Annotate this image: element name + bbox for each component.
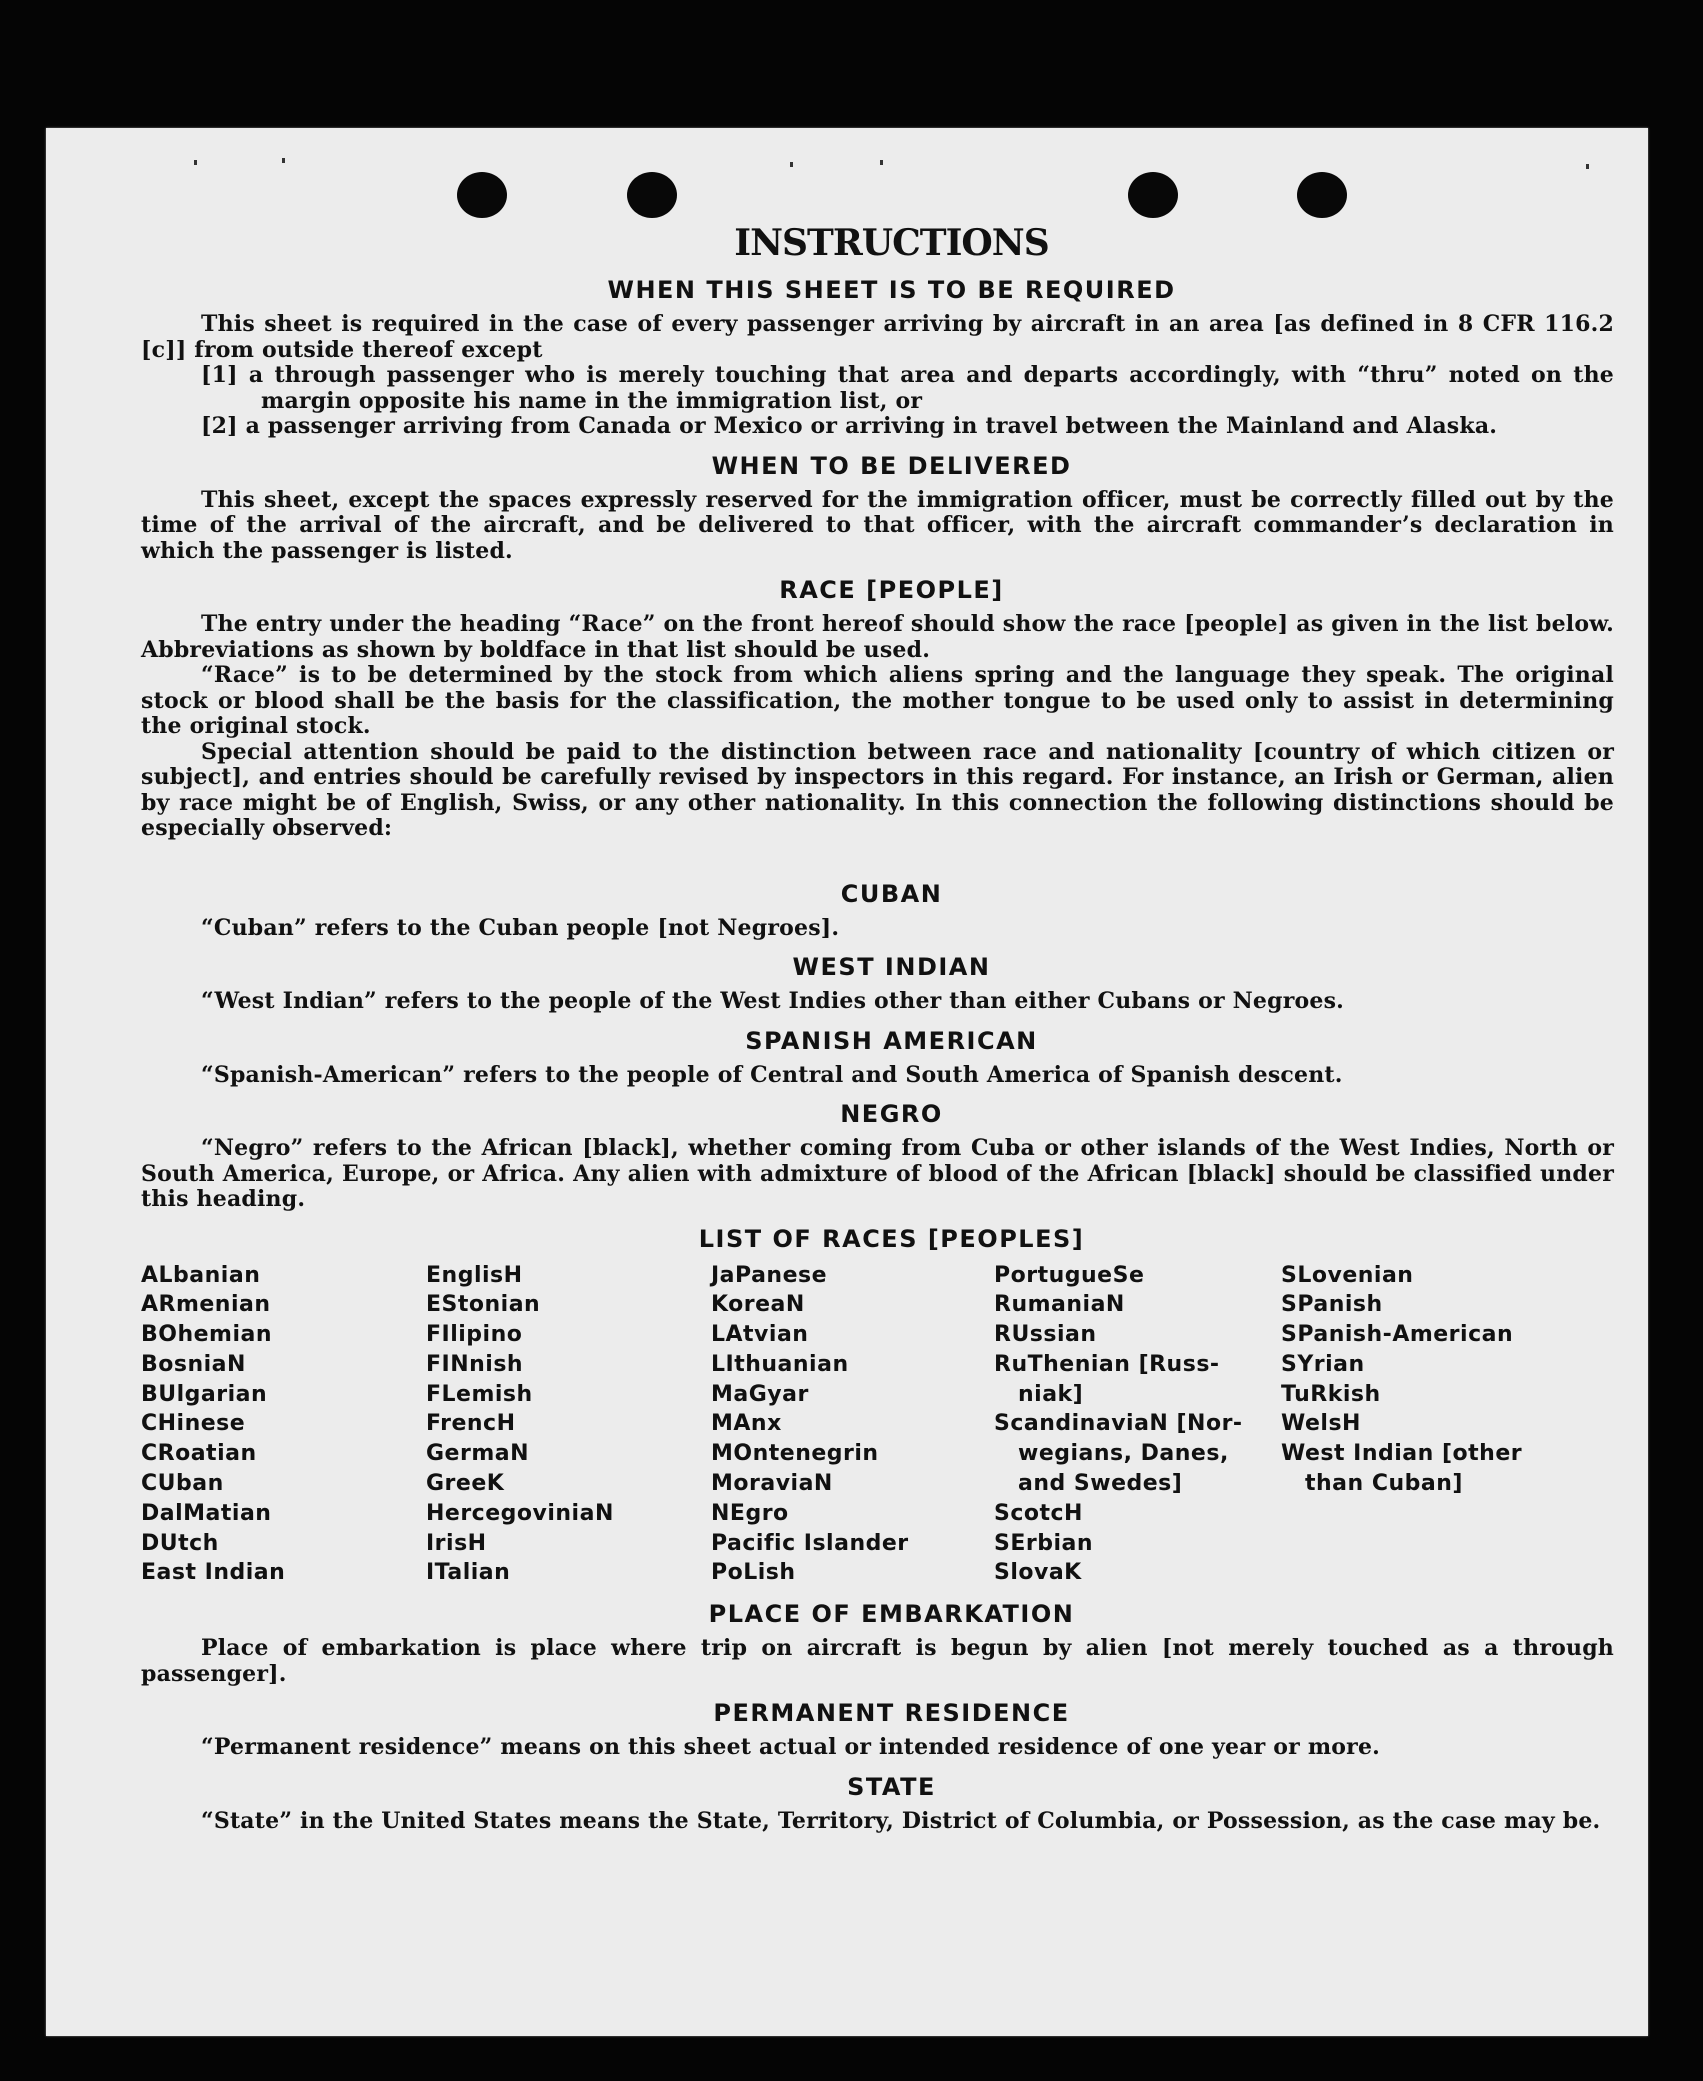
embarkation-text: Place of embarkation is place where trip on aircraft is begun by alien [not merely touched as a through passenger]. [141,1635,1614,1687]
race-list [141,1261,1614,1589]
race-entry: MOntenegrin [711,1441,879,1467]
race-entry: MaGyar [711,1381,809,1407]
race-column-5 [1281,1261,1581,1589]
race-column-2 [426,1261,711,1589]
race-entry: EStonian [426,1292,541,1318]
race-entry: SErbian [994,1530,1094,1556]
heading-spanish-american: SPANISH AMERICAN [745,1026,1038,1055]
when-required-item-2: [2] a passenger arriving from Canada or Mexico or arriving in travel between the Mainland and Alaska. [201,413,1498,439]
race-paragraph-2: “Race” is to be determined by the stock from which aliens spring and the language they speak. The original stock or blood shall be the basis for the classification, the mother tongue to be used only to assist in determining the original stock. [141,662,1614,739]
race-entry: CUban [141,1471,224,1497]
west-indian-text: “West Indian” refers to the people of the West Indies other than either Cubans or Negroes. [201,988,1345,1014]
race-entry: East Indian [141,1560,286,1586]
instructions-content [141,222,1614,1834]
heading-negro: NEGRO [840,1100,943,1128]
race-entry: GreeK [426,1471,505,1497]
speck [194,160,197,165]
race-entry: West Indian [other [1281,1441,1523,1467]
race-entry: LIthuanian [711,1351,849,1377]
punch-hole [1297,172,1347,218]
race-entry: NEgro [711,1500,789,1526]
state-text: “State” in the United States means the State, Territory, District of Columbia, or Possession, as the case may be. [201,1807,1601,1834]
race-entry: JaPanese [711,1262,828,1288]
heading-embarkation: PLACE OF EMBARKATION [708,1600,1075,1629]
race-entry: SLovenian [1281,1262,1414,1288]
race-entry: CRoatian [141,1441,257,1467]
race-column-1 [141,1261,426,1589]
cuban-text: “Cuban” refers to the Cuban people [not Negroes]. [201,914,840,941]
race-entry-continuation: and Swedes] [1018,1471,1183,1497]
race-entry: ARmenian [141,1292,271,1318]
speck [790,162,793,167]
race-entry: IrisH [426,1530,487,1556]
race-entry-continuation: niak] [1018,1381,1084,1407]
race-entry: LAtvian [711,1322,809,1348]
heading-when-required: WHEN THIS SHEET IS TO BE REQUIRED [607,276,1176,304]
race-entry: ALbanian [141,1262,261,1288]
race-entry: Pacific Islander [711,1530,909,1556]
race-entry: RumaniaN [994,1292,1125,1318]
heading-west-indian: WEST INDIAN [792,953,991,981]
punch-hole [627,172,677,218]
heading-state: STATE [847,1772,936,1801]
race-entry: SPanish [1281,1292,1383,1318]
race-entry: EnglisH [426,1262,523,1288]
negro-text: “Negro” refers to the African [black], whether coming from Cuba or other islands of the West Indies, North or South America, Europe, or Africa. Any alien with admixture of blood of the African [black] should be classified under this heading. [141,1135,1614,1212]
race-entry: MAnx [711,1411,782,1437]
race-column-4 [994,1261,1281,1589]
race-entry: BosniaN [141,1351,246,1377]
race-entry: FIlipino [426,1322,523,1348]
race-entry: SYrian [1281,1351,1365,1377]
speck [1586,164,1589,169]
spanish-american-text: “Spanish-American” refers to the people of Central and South America of Spanish descent. [201,1061,1343,1088]
race-entry: FLemish [426,1381,533,1407]
race-entry: ScandinaviaN [Nor- [994,1411,1243,1437]
race-entry: DalMatian [141,1500,272,1526]
race-entry: FINnish [426,1351,524,1377]
race-paragraph-3: Special attention should be paid to the distinction between race and nationality [country of which citizen or subject], and entries should be carefully revised by inspectors in this regard. For instance, an Irish or German, alien by race might be of English, Swiss, or any other nationality. In this connection the following distinctions should be especially observed: [141,738,1614,841]
race-entry: MoraviaN [711,1471,833,1497]
race-entry-continuation: wegians, Danes, [1018,1441,1229,1467]
when-required-item-1: [1] a through passenger who is merely touching that area and departs accordingly, with “thru” noted on the margin opposite his name in the immigration list, or [201,362,1614,414]
race-entry: RUssian [994,1322,1097,1348]
when-delivered-text: This sheet, except the spaces expressly reserved for the immigration officer, must be correctly filled out by the time of the arrival of the aircraft, and be delivered to that officer, with the aircraft commander’s declaration in which the passenger is listed. [141,486,1614,564]
spacer [141,842,1614,868]
race-entry: KoreaN [711,1292,805,1318]
race-entry: CHinese [141,1411,246,1437]
race-entry: GermaN [426,1441,530,1467]
race-entry: DUtch [141,1530,219,1556]
heading-race: RACE [PEOPLE] [779,576,1004,604]
race-entry: BOhemian [141,1322,273,1348]
document-page [46,128,1648,2036]
race-entry: BUlgarian [141,1381,268,1407]
race-entry: RuThenian [Russ- [994,1351,1220,1377]
race-entry: HercegoviniaN [426,1500,614,1526]
heading-list-of-races: LIST OF RACES [PEOPLES] [698,1224,1085,1253]
race-entry: PortugueSe [994,1262,1145,1288]
race-entry: SlovaK [994,1560,1082,1586]
race-entry: TuRkish [1281,1381,1381,1407]
when-required-intro: This sheet is required in the case of every passenger arriving by aircraft in an area [as defined in 8 CFR 116.2 [c]] from outside thereof except [141,311,1614,363]
heading-when-delivered: WHEN TO BE DELIVERED [711,451,1072,480]
heading-cuban: CUBAN [840,879,943,908]
race-entry: FrencH [426,1411,516,1437]
race-entry-continuation: than Cuban] [1305,1471,1463,1497]
page-title: INSTRUCTIONS [734,222,1049,264]
heading-permanent-residence: PERMANENT RESIDENCE [713,1699,1070,1728]
punch-hole [457,172,507,218]
punch-hole [1128,172,1178,218]
permanent-residence-text: “Permanent residence” means on this sheet actual or intended residence of one year or more. [201,1734,1381,1761]
race-entry: ScotcH [994,1500,1083,1526]
speck [880,160,883,165]
race-entry: PoLish [711,1560,796,1586]
race-entry: SPanish-American [1281,1322,1514,1348]
race-entry: ITalian [426,1560,511,1586]
race-paragraph-1: The entry under the heading “Race” on the front hereof should show the race [people] as given in the list below. Abbreviations as shown by boldface in that list should be used. [141,611,1614,663]
race-entry: WelsH [1281,1411,1361,1437]
race-column-3 [711,1261,994,1589]
speck [282,158,285,163]
